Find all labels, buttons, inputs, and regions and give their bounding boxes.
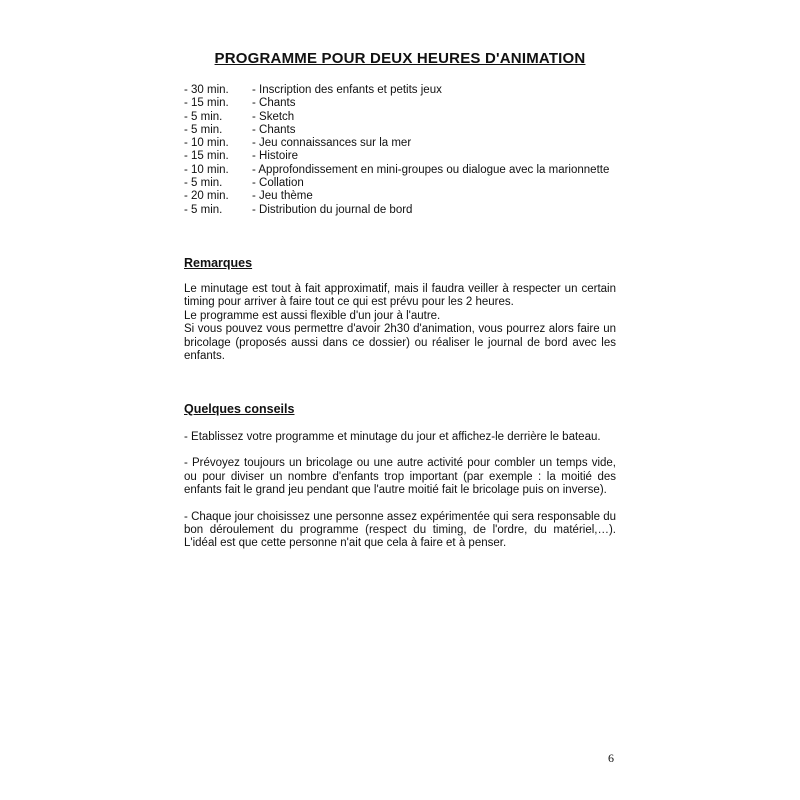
remarques-section (184, 283, 616, 363)
schedule-activity: - Chants (252, 97, 296, 110)
schedule-row (184, 97, 609, 110)
schedule-duration: - 20 min. (184, 190, 229, 203)
schedule-activity: - Distribution du journal de bord (252, 203, 413, 216)
schedule-duration: - 10 min. (184, 137, 229, 150)
schedule-row (184, 164, 609, 177)
schedule-activity: - Sketch (252, 110, 295, 123)
conseils-section (184, 431, 616, 551)
schedule-row (184, 190, 609, 203)
paragraph-spacer (184, 498, 616, 511)
conseils-heading: Quelques conseils (184, 402, 295, 416)
schedule-duration: - 10 min. (184, 163, 229, 176)
remarques-paragraph: Le minutage est tout à fait approximatif, mais il faudra veiller à respecter un certain timing pour arriver à faire tout ce qui est prévu pour les 2 heures. (184, 283, 616, 309)
remarques-paragraph: Le programme est aussi flexible d'un jour à l'autre. (184, 309, 441, 322)
schedule-activity: - Chants (252, 123, 296, 136)
schedule-activity: - Jeu thème (252, 190, 313, 203)
remarques-paragraph: Si vous pouvez vous permettre d'avoir 2h30 d'animation, vous pourrez alors faire un bricolage (proposés aussi dans ce dossier) ou réaliser le journal de bord avec les enfants. (184, 323, 616, 363)
schedule-row (184, 84, 609, 97)
page-title: PROGRAMME POUR DEUX HEURES D'ANIMATION (214, 50, 586, 67)
schedule-row (184, 204, 609, 217)
schedule-activity: - Inscription des enfants et petits jeux (252, 84, 442, 96)
schedule-duration: - 5 min. (184, 110, 223, 123)
schedule-duration: - 5 min. (184, 123, 223, 136)
schedule-row (184, 111, 609, 124)
conseil-paragraph: - Prévoyez toujours un bricolage ou une autre activité pour combler un temps vide, ou pour diviser un nombre d'enfants trop important (par exemple : la moitié des enfants fait le grand jeu pendant que l'autre moitié fait le bricolage puis on inverse). (184, 457, 616, 497)
schedule-activity: - Jeu connaissances sur la mer (252, 137, 412, 150)
schedule-row (184, 177, 609, 190)
schedule-duration: - 30 min. (184, 84, 229, 96)
remarques-heading: Remarques (184, 256, 253, 270)
conseil-paragraph: - Etablissez votre programme et minutage du jour et affichez-le derrière le bateau. (184, 431, 601, 443)
schedule-row (184, 124, 609, 137)
schedule-activity: - Approfondissement en mini-groupes ou dialogue avec la marionnette (252, 163, 610, 176)
schedule-row (184, 137, 609, 150)
schedule-row (184, 150, 609, 163)
schedule-duration: - 15 min. (184, 97, 229, 110)
page-number: 6 (608, 751, 614, 765)
paragraph-spacer (184, 444, 616, 457)
schedule-activity: - Histoire (252, 150, 299, 163)
schedule-duration: - 5 min. (184, 203, 223, 216)
conseil-paragraph: - Chaque jour choisissez une personne assez expérimentée qui sera responsable du bon déroulement du programme (respect du timing, de l'ordre, du matériel,…). L'idéal est que cette personne n'ait que cela à faire et à penser. (184, 510, 616, 550)
schedule-duration: - 15 min. (184, 150, 229, 163)
schedule-list (184, 84, 609, 217)
schedule-duration: - 5 min. (184, 177, 223, 190)
schedule-activity: - Collation (252, 177, 304, 190)
